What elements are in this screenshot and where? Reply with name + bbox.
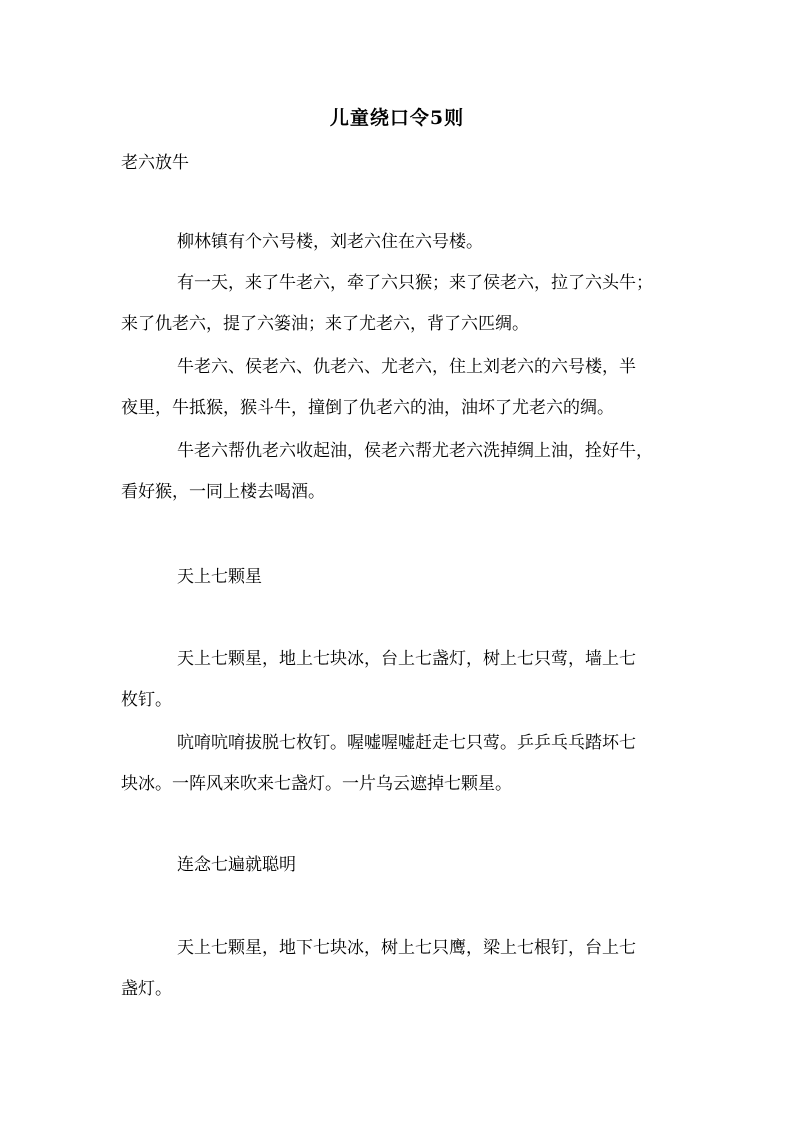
paragraph-line: 枚钉。 (121, 690, 172, 710)
paragraph-line: 吭唷吭唷拔脱七枚钉。喔嘘喔嘘赶走七只莺。乒乒乓乓踏坏七 (177, 733, 636, 753)
document-title: 儿童绕口令5则 (329, 107, 465, 129)
paragraph-line: 看好猴，一同上楼去喝酒。 (121, 482, 325, 502)
paragraph-line: 盏灯。 (121, 979, 172, 999)
paragraph-line: 牛老六、侯老六、仇老六、尤老六，住上刘老六的六号楼，半 (177, 357, 636, 377)
paragraph-line: 来了仇老六，提了六篓油；来了尤老六，背了六匹绸。 (121, 314, 529, 334)
paragraph-line: 天上七颗星，地下七块冰，树上七只鹰，梁上七根钉，台上七 (177, 938, 636, 958)
section-heading: 连念七遍就聪明 (177, 855, 296, 875)
paragraph-line: 牛老六帮仇老六收起油，侯老六帮尤老六洗掉绸上油，拴好牛， (177, 441, 653, 461)
paragraph-line: 块冰。一阵风来吹来七盏灯。一片乌云遮掉七颗星。 (121, 774, 512, 794)
section-heading: 天上七颗星 (177, 567, 262, 587)
paragraph-line: 天上七颗星，地上七块冰，台上七盏灯，树上七只莺，墙上七 (177, 649, 636, 669)
section-heading: 老六放牛 (121, 153, 189, 173)
paragraph-line: 夜里，牛抵猴，猴斗牛，撞倒了仇老六的油，油坏了尤老六的绸。 (121, 398, 614, 418)
paragraph-line: 有一天，来了牛老六，牵了六只猴；来了侯老六，拉了六头牛； (177, 273, 653, 293)
paragraph-line: 柳林镇有个六号楼，刘老六住在六号楼。 (177, 232, 483, 252)
